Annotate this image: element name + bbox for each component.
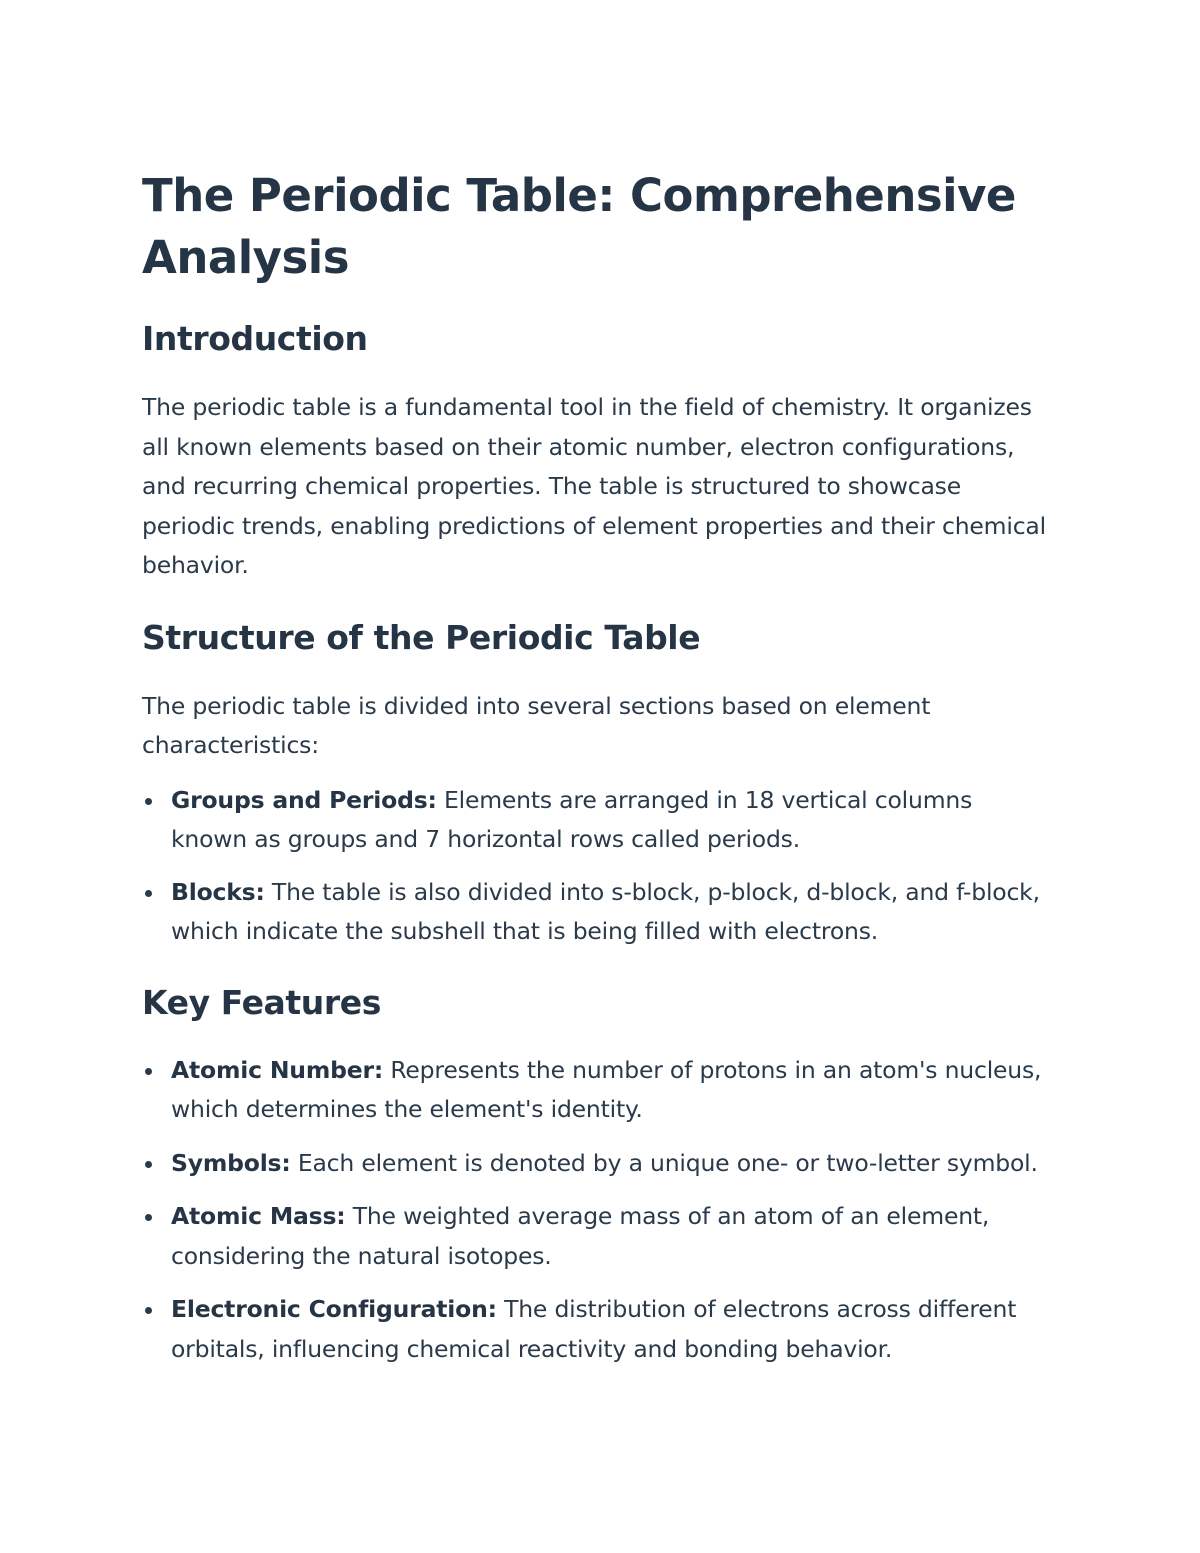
list-item: [142, 1144, 1052, 1184]
section-heading-introduction: Introduction: [142, 319, 368, 358]
list-item-text: Each element is denoted by a unique one- or two-letter symbol.: [290, 1148, 1038, 1177]
section-heading-key-features: Key Features: [142, 982, 381, 1022]
list-item-term: Atomic Number:: [171, 1055, 384, 1084]
list-item-term: Electronic Configuration:: [171, 1295, 497, 1323]
introduction-paragraph: The periodic table is a fundamental tool in the field of chemistry. It organizes all known elements based on their atomic number, electron configurations, and recurring chemical properties. The table is structured to showcase periodic trends, enabling predictions of element properties and their chemical behavior.: [142, 393, 1046, 579]
list-item: [142, 1290, 1052, 1369]
structure-list: [142, 781, 1052, 952]
list-item-text: Represents the number of protons in an atom's nucleus, which determines the element's identity.: [171, 1055, 1042, 1123]
list-item-term: Symbols:: [171, 1148, 291, 1177]
list-item: [142, 781, 1052, 860]
list-item: [142, 1051, 1052, 1130]
list-item: [142, 873, 1052, 952]
features-list: [142, 1051, 1052, 1370]
list-item-text: Elements are arranged in 18 vertical columns known as groups and 7 horizontal rows called periods.: [171, 785, 973, 853]
page-title: The Periodic Table: Comprehensive Analysis: [142, 169, 1016, 284]
list-item-term: Blocks:: [171, 877, 265, 906]
document-page: [142, 165, 1052, 1369]
structure-paragraph: The periodic table is divided into several sections based on element characteristics:: [142, 691, 931, 759]
section-heading-structure: Structure of the Periodic Table: [142, 617, 701, 657]
list-item-text: The distribution of electrons across different orbitals, influencing chemical reactivity and bonding behavior.: [171, 1295, 1017, 1363]
list-item-term: Atomic Mass:: [171, 1202, 346, 1230]
list-item-text: The weighted average mass of an atom of an element, considering the natural isotopes.: [171, 1202, 990, 1270]
list-item-text: The table is also divided into s-block, p-block, d-block, and f-block, which indicate the subshell that is being filled with electrons.: [171, 877, 1040, 945]
list-item-term: Groups and Periods:: [171, 785, 437, 814]
list-item: [142, 1197, 1052, 1276]
